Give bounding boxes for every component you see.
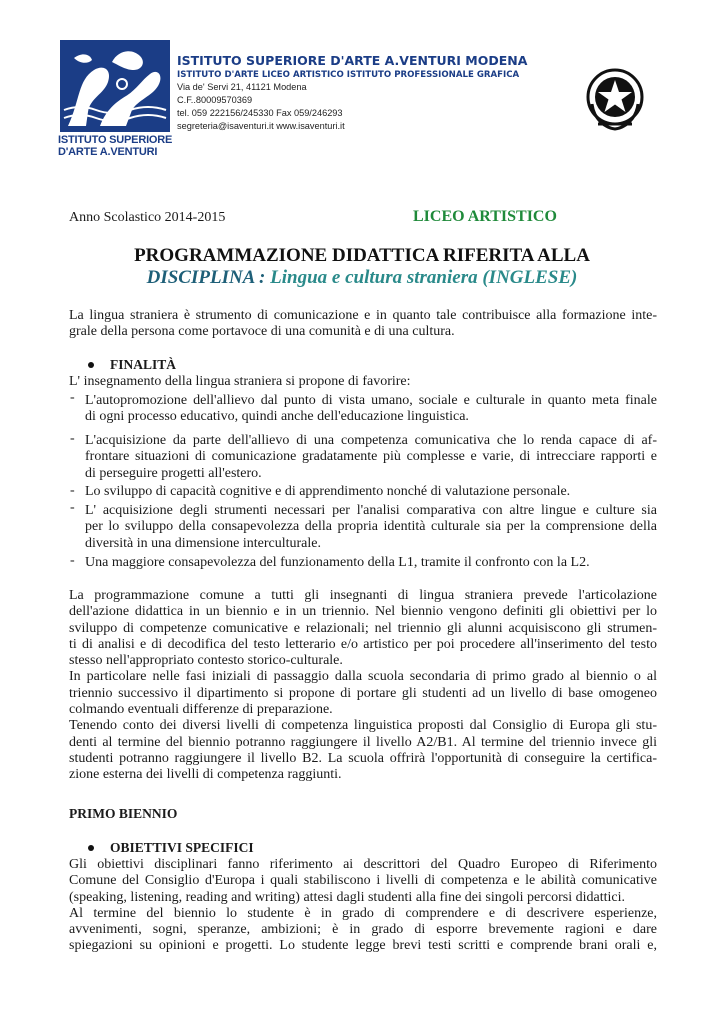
- logo-caption: ISTITUTO SUPERIORE D'ARTE A.VENTURI: [58, 134, 173, 158]
- institute-fiscal-code: C.F..80009570369: [177, 95, 253, 105]
- primo-biennio-heading: PRIMO BIENNIO: [69, 806, 178, 821]
- institute-name: ISTITUTO SUPERIORE D'ARTE A.VENTURI MODENA: [177, 53, 528, 68]
- intro-paragraph: La lingua straniera è strumento di comunicazione e in quanto tale contribuisce alla formazione inte- grale della persona come portavoce di una comunità e di una cultura.: [69, 308, 657, 340]
- programmazione-paragraph: La programmazione comune a tutti gli insegnanti di lingua straniera prevede l'articolazione dell'azione didattica in un biennio e in un triennio. Nel biennio vengono definiti gli obiettivi per lo sviluppo di competenze comunicative e relazionali; nel triennio gli alunni acquisiscono gli strumen- ti di analisi e di decodifica del testo letterario e/o artistico per poi procedere all'inserimento del testo stesso nell'appropriato contesto storico-culturale. In particolare nelle fasi iniziali di passaggio dalla scuola secondaria di primo grado al biennio o al triennio successivo il dipartimento si propone di portare gli studenti ad un livello di base omogeneo colmando eventuali differenze di preparazione. Tenendo conto dei diversi livelli di competenza linguistica proposti dal Consiglio di Europa gli stu- denti al termine del biennio potranno raggiungere il livello A2/B1. Al termine del triennio invece gli studenti potranno raggiungere il livello B2. La scuola offrirà l'opportunità di conseguire la certifica- zione esterna dei livelli di competenza raggiunti.: [69, 588, 657, 783]
- institute-address: Via de' Servi 21, 41121 Modena: [177, 82, 307, 92]
- obiettivi-paragraph: Gli obiettivi disciplinari fanno riferimento ai descrittori del Quadro Europeo di Riferimento Comune del Consiglio d'Europa i quali stabiliscono i livelli di competenza e le abilità comunicative (speaking, listening, reading and writing) attesi dagli studenti alla fine dei singoli percorsi didattici. Al termine del biennio lo studente è in grado di comprendere e di descrivere esperienze, avvenimenti, sogni, speranze, ambizioni; è in grado di esporre brevemente ragioni e dare spiegazioni su opinioni e progetti. Lo studente legge brevi testi scritti e comprende brani orali e,: [69, 857, 657, 954]
- liceo-label: LICEO ARTISTICO: [413, 208, 557, 225]
- bullet-icon: [88, 362, 94, 368]
- republic-emblem-icon: [584, 64, 646, 134]
- dash-icon: -: [70, 553, 75, 568]
- letterhead: [177, 54, 567, 133]
- finalita-lead: L' insegnamento della lingua straniera si propone di favorire:: [69, 374, 411, 389]
- bullet-icon: [88, 845, 94, 851]
- dash-icon: -: [70, 500, 75, 515]
- document-title: PROGRAMMAZIONE DIDATTICA RIFERITA ALLA: [134, 245, 590, 266]
- list-item: Una maggiore consapevolezza del funzionamento della L1, tramite il confronto con la L2.: [85, 555, 590, 570]
- list-item: Lo sviluppo di capacità cognitive e di apprendimento nonché di valutazione personale.: [85, 484, 571, 499]
- school-year: Anno Scolastico 2014-2015: [69, 210, 226, 225]
- discipline-value: Lingua e cultura straniera (INGLESE): [265, 267, 578, 288]
- institute-subtitle: ISTITUTO D'ARTE LICEO ARTISTICO ISTITUTO PROFESSIONALE GRAFICA: [177, 70, 520, 80]
- dash-icon: -: [70, 390, 75, 405]
- finalita-heading: FINALITÀ: [88, 357, 176, 373]
- institute-phone: tel. 059 222156/245330 Fax 059/246293: [177, 108, 343, 118]
- institute-email: segreteria@isaventuri.it www.isaventuri.it: [177, 121, 345, 131]
- list-item: L'autopromozione dell'allievo dal punto di vista umano, sociale e culturale in quanto meta finale di ogni processo educativo, quindi anche dell'educazione linguistica.: [85, 393, 657, 425]
- dash-icon: -: [70, 431, 75, 446]
- list-item: L' acquisizione degli strumenti necessari per l'analisi comparativa con altre lingue e culture sia per lo sviluppo della consapevolezza della propria identità culturale sia per la comprensione della diversità in una dimensione interculturale.: [85, 503, 657, 551]
- discipline-label: DISCIPLINA :: [146, 267, 266, 288]
- obiettivi-heading: OBIETTIVI SPECIFICI: [88, 840, 254, 856]
- school-logo: [60, 40, 170, 132]
- list-item: L'acquisizione da parte dell'allievo di una competenza comunicativa che lo renda capace di af- frontare situazioni di comunicazione gradatamente più complesse e varie, di intrecciare rapporti e di perseguire progetti all'estero.: [85, 433, 657, 481]
- discipline-title: [0, 267, 724, 289]
- dash-icon: -: [70, 483, 75, 498]
